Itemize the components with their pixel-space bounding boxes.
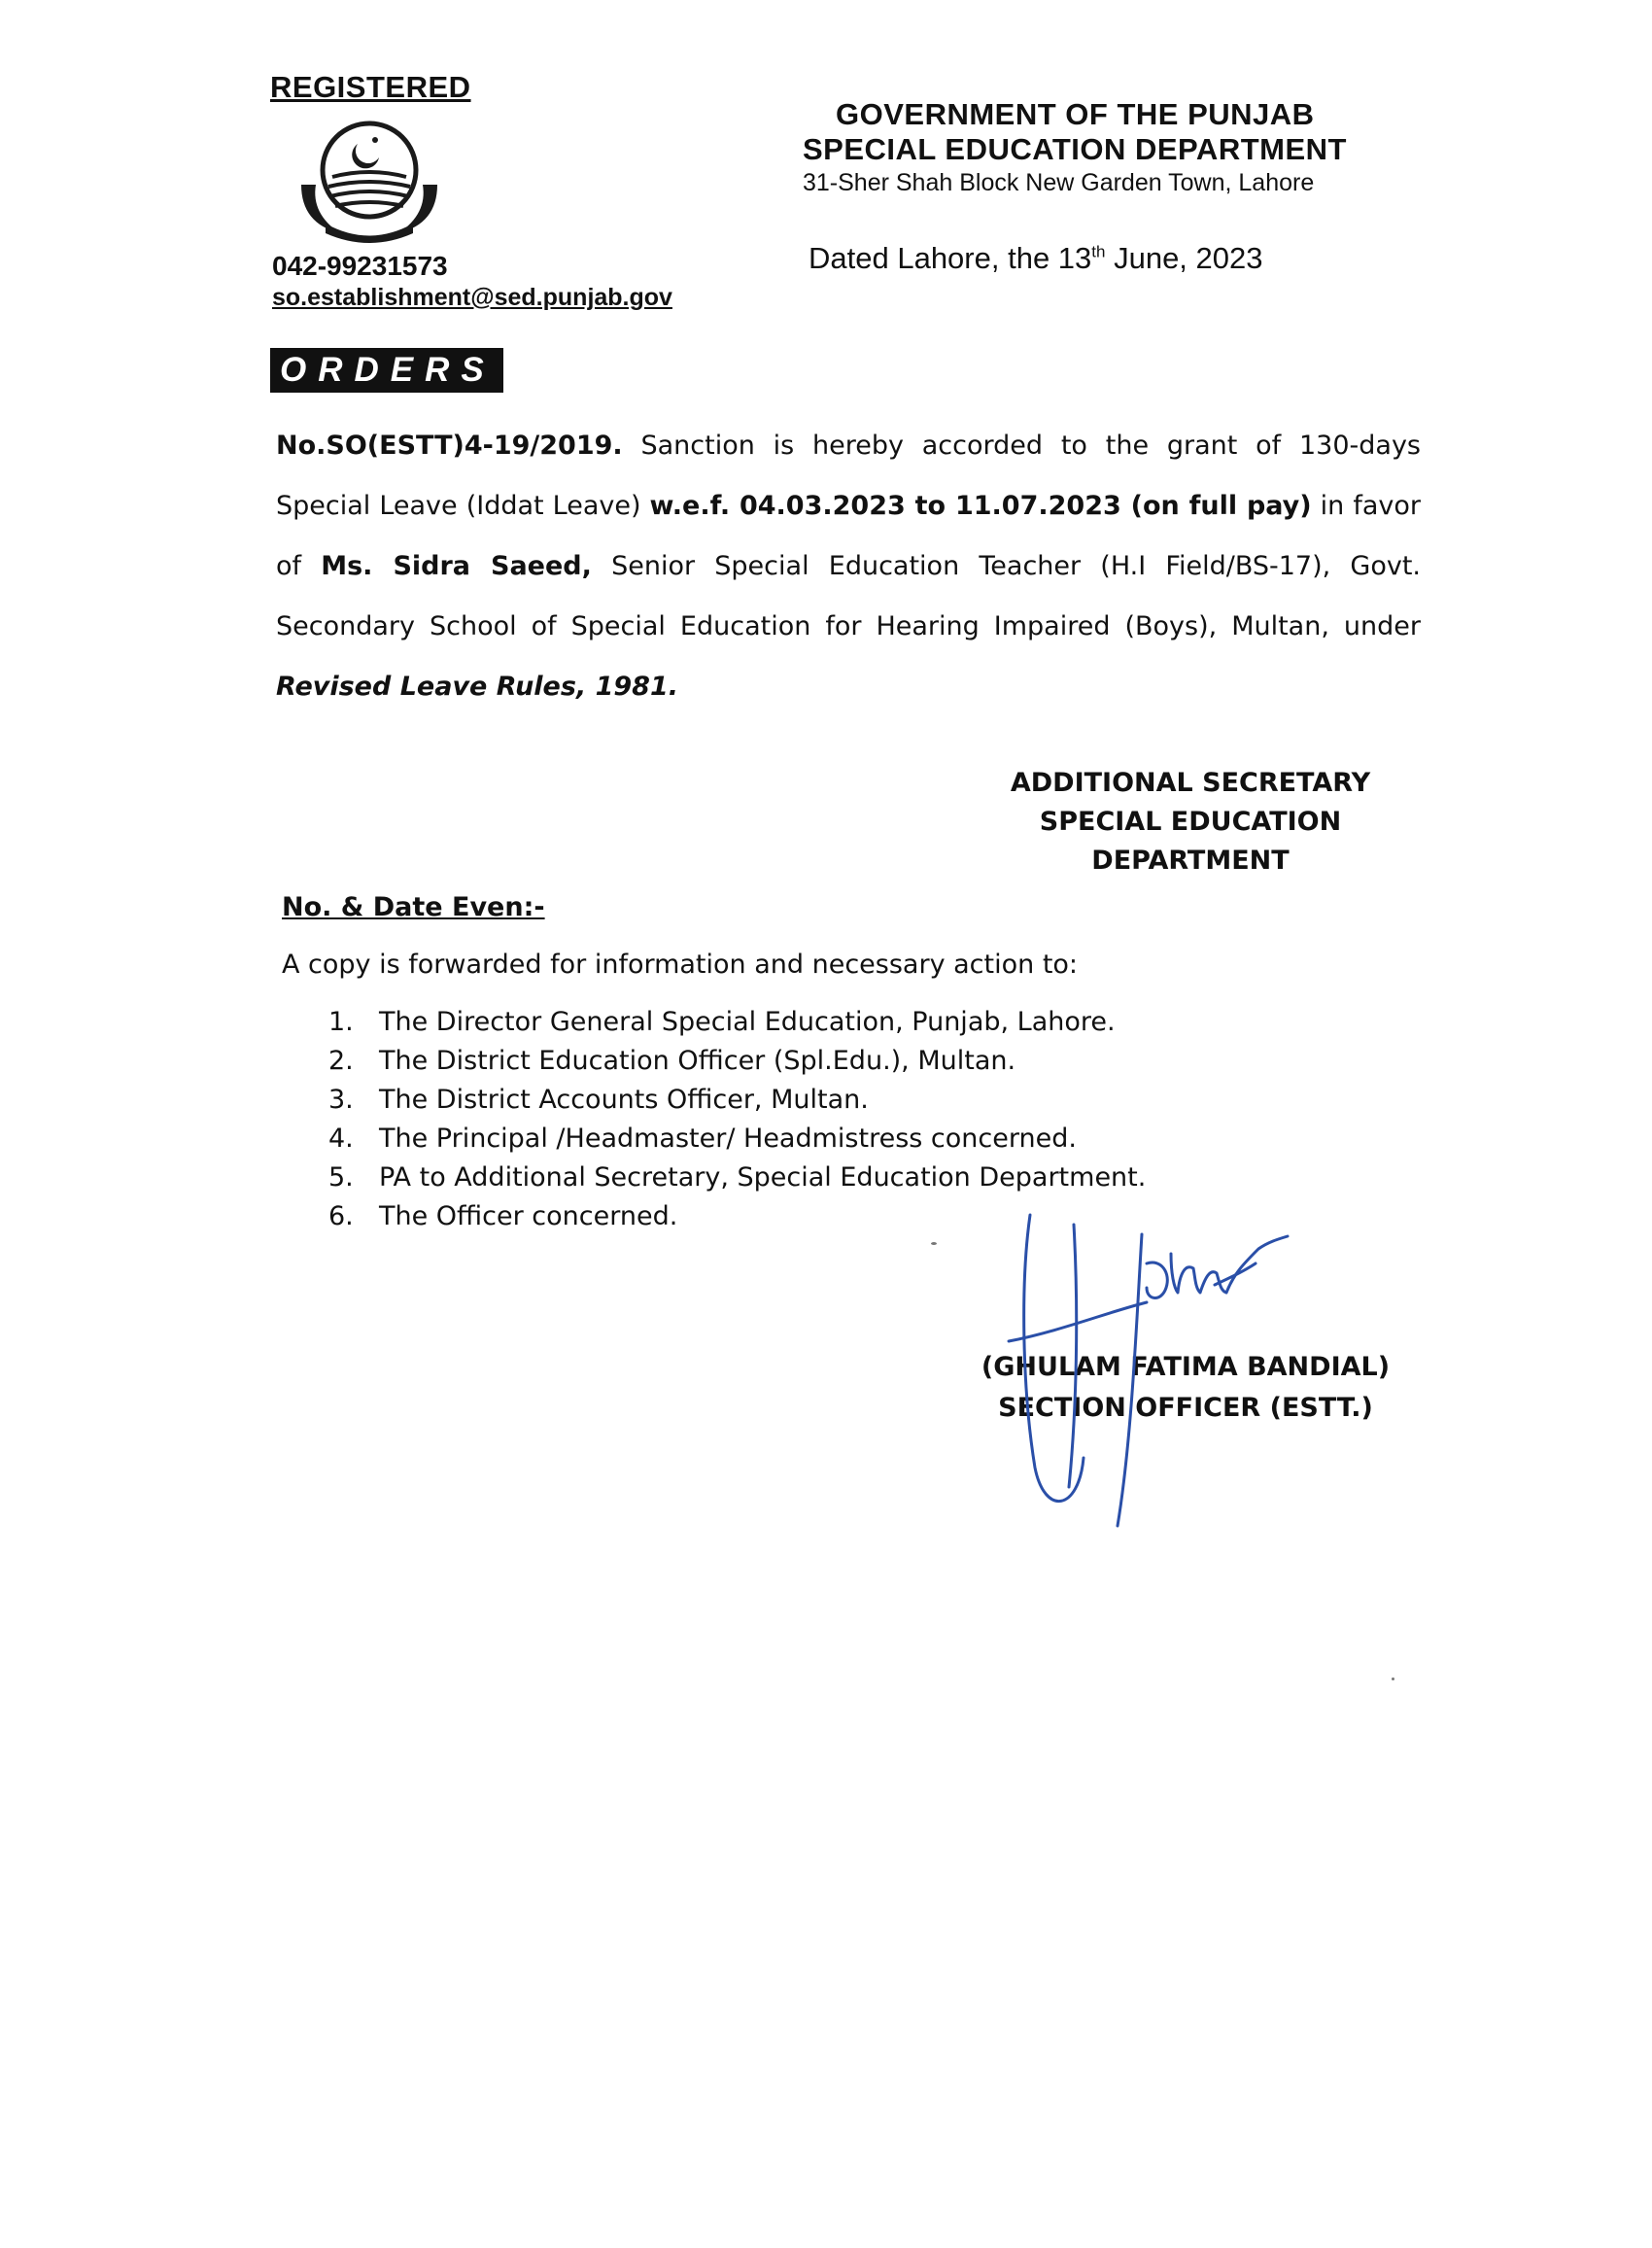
handwritten-signature [1001, 1195, 1302, 1536]
registered-label: REGISTERED [270, 70, 471, 104]
government-title: GOVERNMENT OF THE PUNJAB [836, 97, 1315, 131]
signatory-name: (GHULAM FATIMA BANDIAL) [981, 1352, 1391, 1382]
department-title: SPECIAL EDUCATION DEPARTMENT [803, 132, 1347, 166]
list-item: 1. The Director General Special Education, Punjab, Lahore. [328, 1007, 1116, 1037]
department-address: 31-Sher Shah Block New Garden Town, Lahore [803, 169, 1315, 196]
leave-rules: Revised Leave Rules, 1981. [276, 672, 679, 702]
list-item: 5. PA to Additional Secretary, Special Education Department. [328, 1162, 1147, 1193]
orders-label: ORDERS [270, 348, 503, 393]
list-item: 4. The Principal /Headmaster/ Headmistress concerned. [328, 1124, 1077, 1154]
leave-period: w.e.f. 04.03.2023 to 11.07.2023 (on full pay) [649, 491, 1312, 521]
no-date-even-heading: No. & Date Even:- [282, 892, 545, 922]
copy-forwarded-intro: A copy is forwarded for information and necessary action to: [282, 950, 1079, 980]
authority-block: ADDITIONAL SECRETARY SPECIAL EDUCATION DEPARTMENT [1010, 768, 1371, 876]
phone-number: 042-99231573 [272, 251, 448, 281]
list-item: 3. The District Accounts Officer, Multan. [328, 1085, 869, 1115]
dated-line: Dated Lahore, the 13th June, 2023 [809, 241, 1263, 275]
list-item: 6. The Officer concerned. [328, 1201, 678, 1231]
punjab-government-emblem-icon [282, 117, 457, 253]
list-item: 2. The District Education Officer (Spl.Edu.), Multan. [328, 1046, 1016, 1076]
email-address: so.establishment@sed.punjab.gov [272, 284, 672, 311]
signatory-designation: SECTION OFFICER (ESTT.) [998, 1393, 1373, 1423]
order-paragraph: No.SO(ESTT)4-19/2019. Sanction is hereby accorded to the grant of 130-days Special Leave (Iddat Leave) w.e.f. 04.03.2023 to 11.07.2023 (on full pay) in favor of Ms. Sidra Saeed, Senior Special Education Teacher (H.I Field/BS-17), Govt. Secondary School of Special Education for Hearing Impaired (Boys), Multan, under Revised Leave Rules, 1981. [276, 431, 1422, 702]
employee-name: Ms. Sidra Saeed, [321, 551, 592, 581]
order-ref-no: No.SO(ESTT)4-19/2019. [276, 431, 623, 461]
